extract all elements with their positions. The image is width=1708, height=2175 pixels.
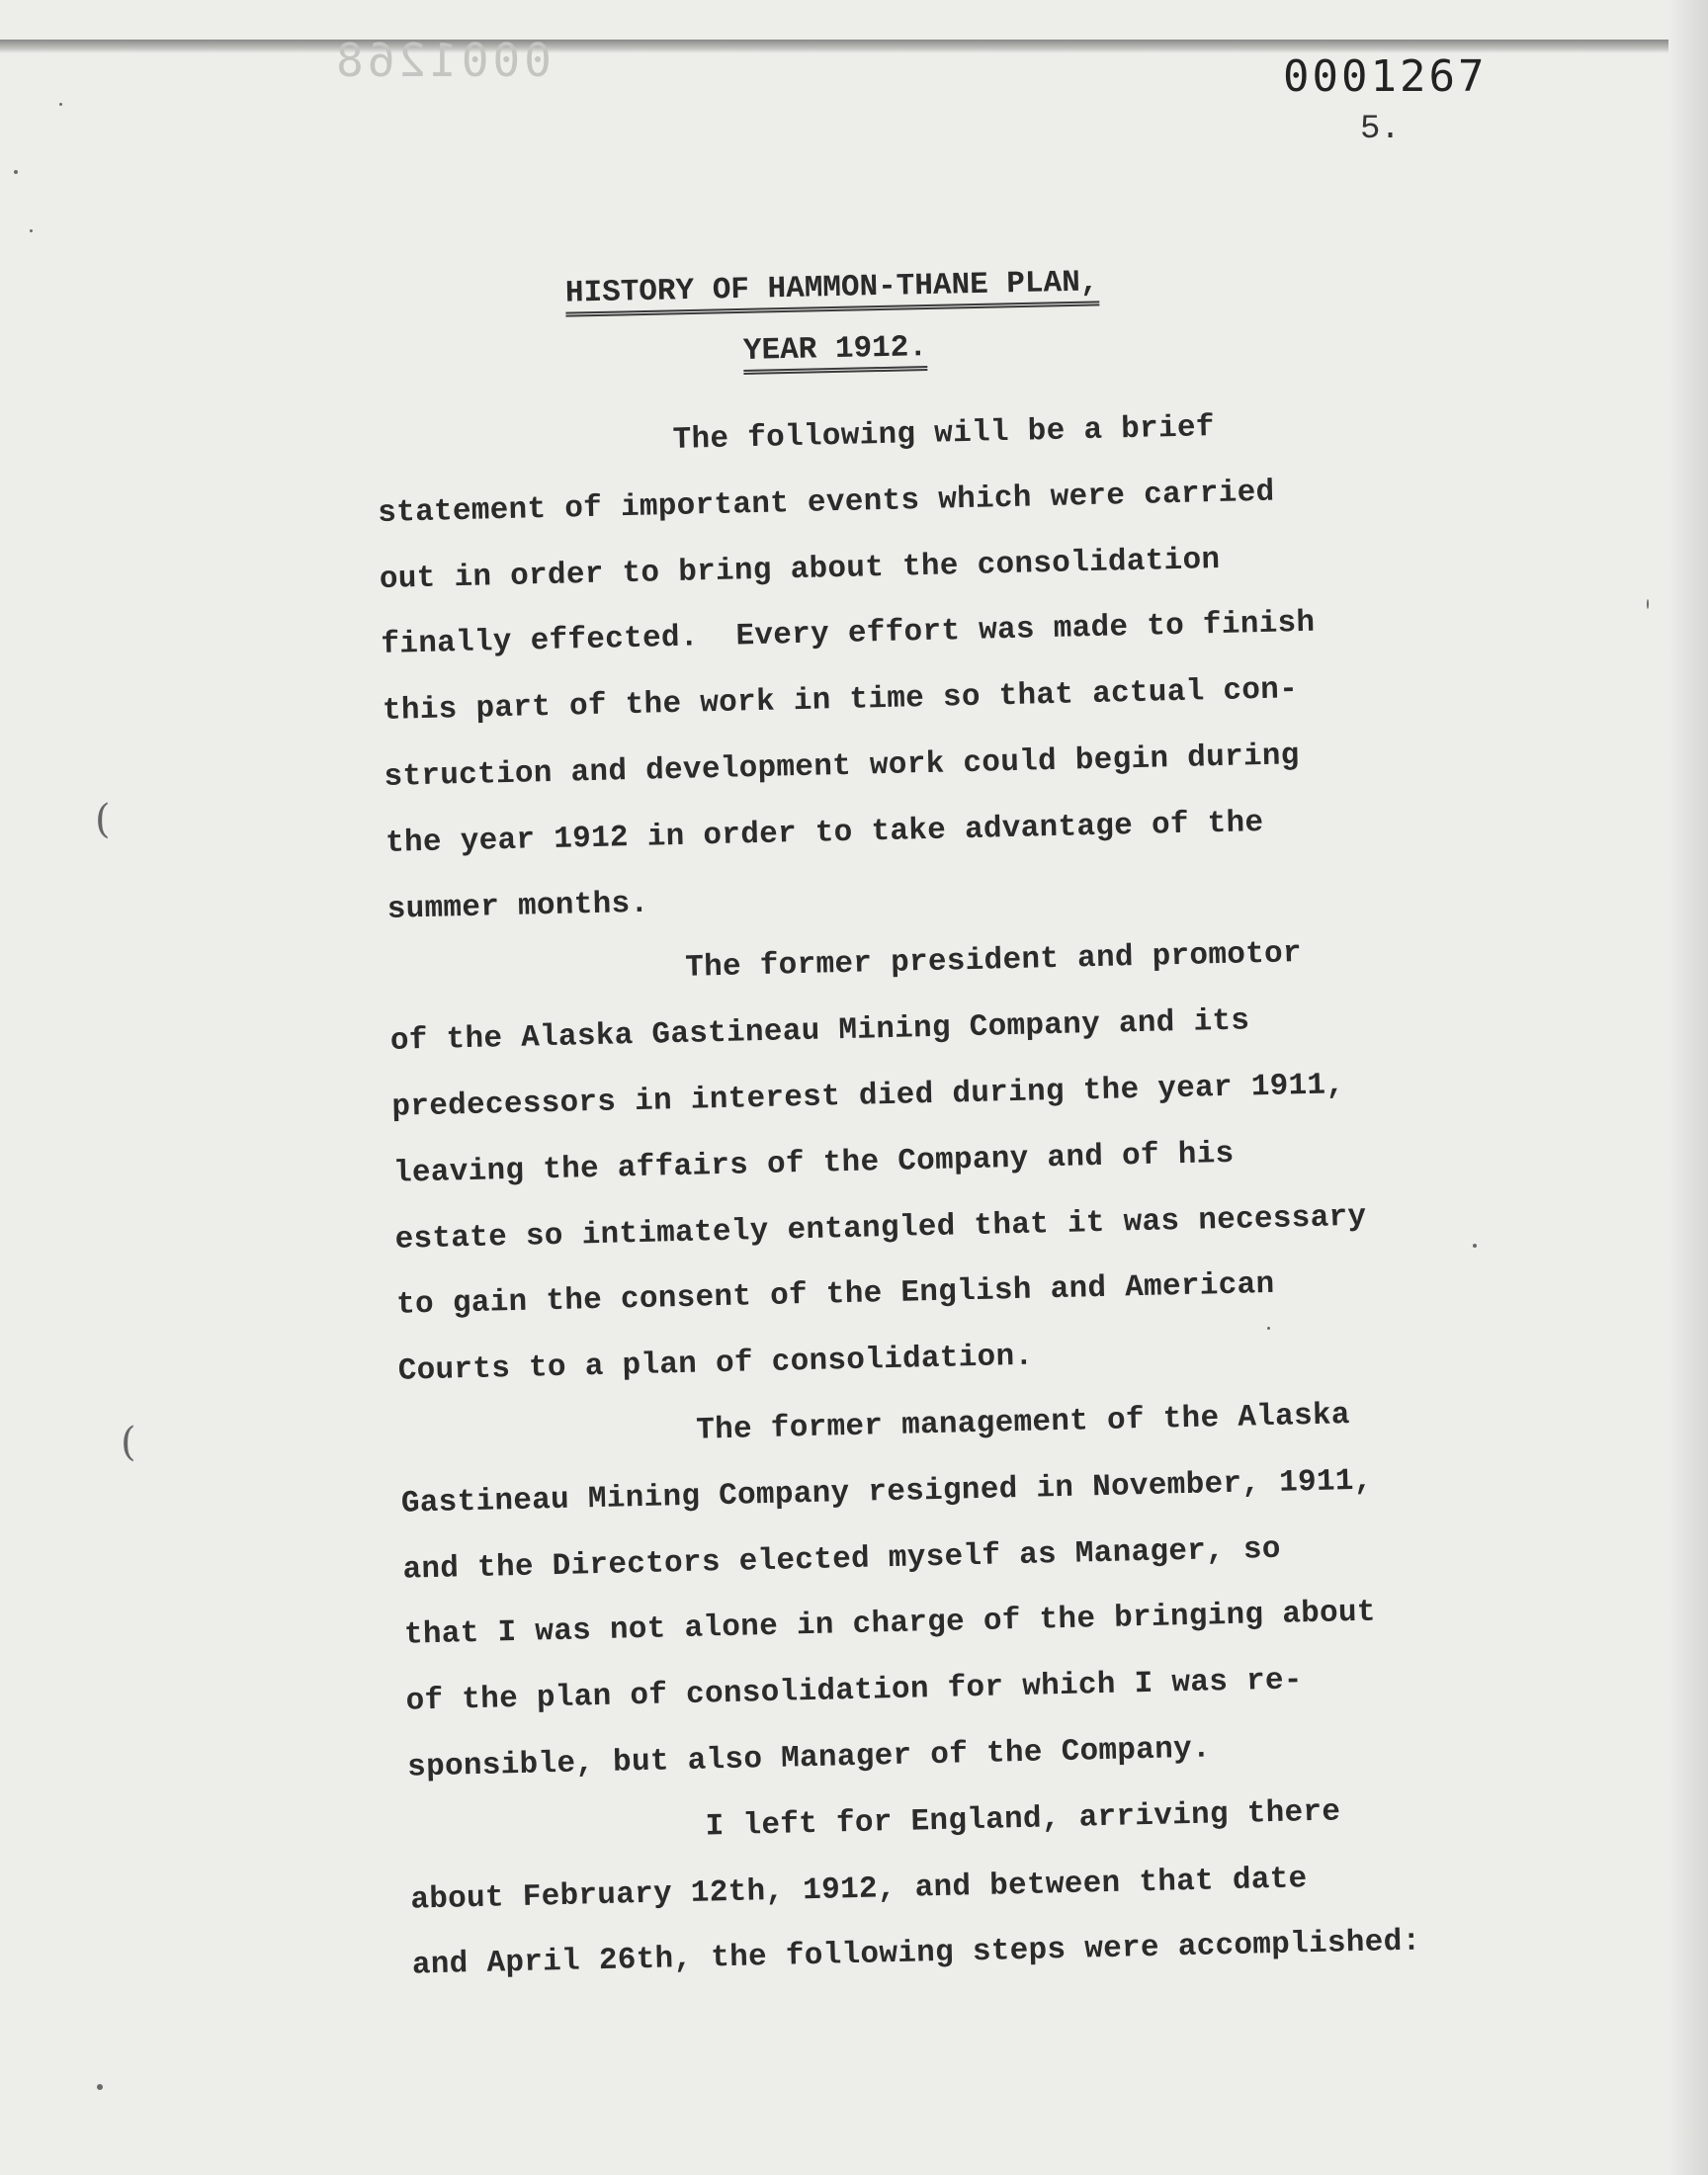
body-line: summer months. xyxy=(386,886,649,927)
body-line: that I was not alone in charge of the bringing about xyxy=(403,1595,1377,1653)
body-line: of the plan of consolidation for which I was re- xyxy=(405,1663,1304,1719)
body-line: predecessors in interest died during the year 1911, xyxy=(391,1068,1345,1125)
document-number: 0001267 xyxy=(1283,51,1488,102)
scan-speck xyxy=(30,229,33,232)
body-line: Courts to a plan of consolidation. xyxy=(397,1339,1034,1389)
body-line: The former management of the Alaska xyxy=(695,1398,1351,1448)
bleed-through-number: 0001268 xyxy=(332,34,552,87)
scan-speck xyxy=(59,103,62,106)
body-line: to gain the consent of the English and American xyxy=(395,1267,1275,1324)
scan-speck xyxy=(1267,1327,1270,1330)
scan-speck xyxy=(1647,599,1649,609)
body-text xyxy=(376,390,1519,2000)
scan-speck xyxy=(97,2084,103,2090)
body-line: sponsible, but also Manager of the Company. xyxy=(406,1731,1212,1785)
body-line: this part of the work in time so that actual con- xyxy=(382,672,1299,730)
body-line: statement of important events which were carried xyxy=(377,475,1275,531)
body-line: of the Alaska Gastineau Mining Company and its xyxy=(389,1003,1250,1059)
title-line-2: YEAR 1912. xyxy=(743,330,928,375)
body-line: The following will be a brief xyxy=(672,410,1216,458)
body-line: Gastineau Mining Company resigned in November, 1911, xyxy=(400,1463,1374,1522)
body-line: estate so intimately entangled that it was necessary xyxy=(394,1199,1367,1258)
scan-speck xyxy=(14,170,18,174)
body-line: and April 26th, the following steps were accomplished: xyxy=(411,1924,1421,1983)
body-line: struction and development work could begin during xyxy=(384,739,1301,795)
scan-right-shadow xyxy=(1668,0,1708,2175)
scan-speck xyxy=(1473,1244,1477,1248)
punch-hole-mark: ( xyxy=(95,797,111,842)
body-line: I left for England, arriving there xyxy=(705,1794,1341,1845)
body-line: out in order to bring about the consolidation xyxy=(379,542,1221,597)
title-line-1: HISTORY OF HAMMON-THANE PLAN, xyxy=(565,265,1099,316)
page-number: 5. xyxy=(1360,111,1401,148)
punch-hole-mark: ( xyxy=(121,1420,136,1465)
body-line: finally effected. Every effort was made to finish xyxy=(381,606,1316,663)
body-line: about February 12th, 1912, and between that date xyxy=(409,1861,1308,1918)
body-line: The former president and promotor xyxy=(684,936,1303,987)
body-line: and the Directors elected myself as Manager, so xyxy=(402,1531,1282,1588)
body-line: the year 1912 in order to take advantage of the xyxy=(384,805,1264,861)
body-line: leaving the affairs of the Company and of his xyxy=(392,1136,1235,1191)
